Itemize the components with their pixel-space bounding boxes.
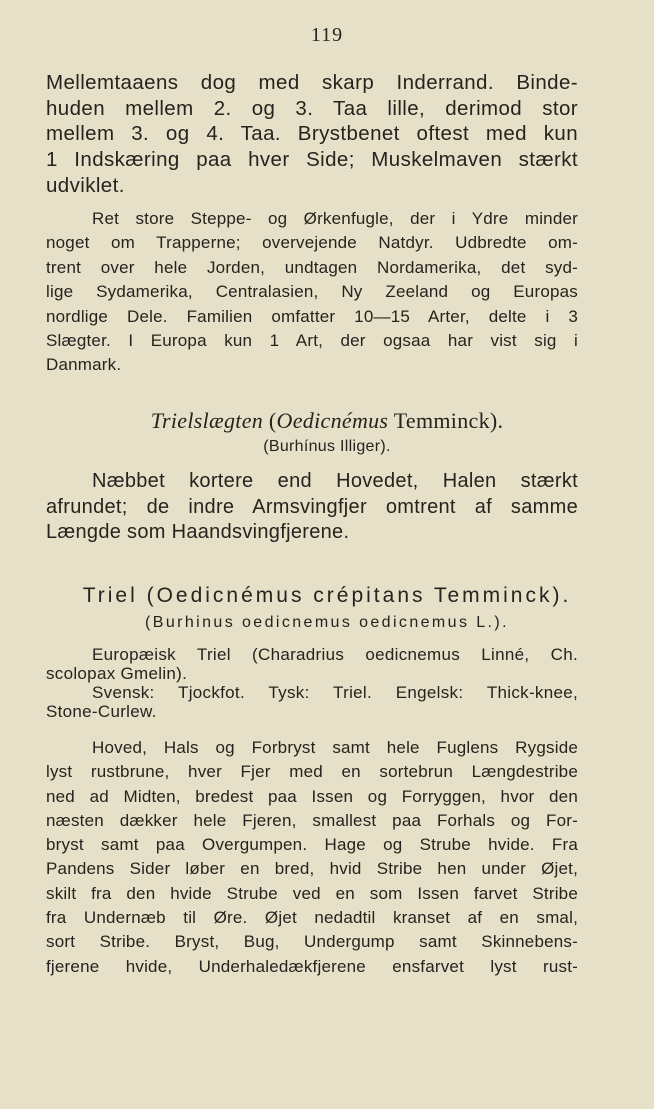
text-line: lyst rustbrune, hver Fjer med en sortebrun Længdestribe <box>46 762 578 782</box>
text-line: bryst samt paa Overgumpen. Hage og Strube hvide. Fra <box>46 835 578 855</box>
text-line: Europæisk Triel (Charadrius oedicnemus Linné, Ch. <box>92 645 578 664</box>
species-subheading: (Burhinus oedicnemus oedicnemus L.). <box>145 614 509 631</box>
text-line: Næbbet kortere end Hovedet, Halen stærkt <box>92 470 578 492</box>
genus-heading <box>0 408 654 434</box>
genus-paren: ( <box>268 408 277 433</box>
text-line: Hoved, Hals og Forbryst samt hele Fuglens Rygside <box>92 738 578 757</box>
text-line: nordlige Dele. Familien omfatter 10—15 Arter, delte i 3 <box>46 306 578 326</box>
text-line: trent over hele Jorden, undtagen Nordamerika, det syd- <box>46 257 578 277</box>
family-paragraph <box>46 207 578 378</box>
text-line: Pandens Sider løber en bred, hvid Stribe hen under Øjet, <box>46 859 578 879</box>
species-description <box>46 736 578 979</box>
text-line: huden mellem 2. og 3. Taa lille, derimod stor <box>46 96 578 120</box>
genus-author: Temminck). <box>388 408 504 433</box>
text-line: Længde som Haandsvingfjerene. <box>46 521 350 543</box>
text-line: ned ad Midten, bredest paa Issen og Forryggen, hvor den <box>46 786 578 806</box>
text-line: mellem 3. og 4. Taa. Brystbenet oftest med kun <box>46 122 578 146</box>
genus-alt-name: (Burhínus Illiger). <box>263 438 391 455</box>
species-heading: Triel (Oedicnémus crépitans Temminck). <box>82 584 572 607</box>
text-line: skilt fra den hvide Strube ved en som Issen farvet Stribe <box>46 883 578 903</box>
text-line: Danmark. <box>46 355 122 375</box>
text-line: noget om Trapperne; overvejende Natdyr. Udbredte om- <box>46 233 578 253</box>
text-line: afrundet; de indre Armsvingfjer omtrent af samme <box>46 495 578 518</box>
text-line: sort Stribe. Bryst, Bug, Undergump samt Skinnebens- <box>46 932 578 952</box>
text-line: fra Undernæb til Øre. Øjet nedadtil kranset af en smal, <box>46 908 578 928</box>
genus-description <box>46 469 578 546</box>
text-line: Stone-Curlew. <box>46 702 157 721</box>
text-line: Ret store Steppe- og Ørkenfugle, der i Ydre minder <box>92 209 578 228</box>
genus-latin: Oedicnémus <box>276 408 389 433</box>
genus-name: Trielslægten <box>150 408 264 433</box>
text-line: fjerene hvide, Underhaledækfjerene ensfarvet lyst rust- <box>46 956 578 976</box>
text-line: udviklet. <box>46 173 125 197</box>
text-line: Svensk: Tjockfot. Tysk: Triel. Engelsk: Thick-knee, <box>92 683 578 702</box>
page-number: 119 <box>310 24 344 46</box>
text-line: scolopax Gmelin). <box>46 664 188 683</box>
text-line: Mellemtaaens dog med skarp Inderrand. Binde- <box>46 71 578 94</box>
text-line: Slægter. I Europa kun 1 Art, der ogsaa har vist sig i <box>46 331 578 351</box>
text-line: lige Sydamerika, Centralasien, Ny Zeeland og Europas <box>46 282 578 302</box>
text-line: næsten dækker hele Fjeren, smallest paa Forhals og For- <box>46 810 578 830</box>
species-synonyms <box>46 645 578 721</box>
text-line: 1 Indskæring paa hver Side; Muskelmaven stærkt <box>46 148 578 172</box>
lead-paragraph <box>46 70 578 199</box>
